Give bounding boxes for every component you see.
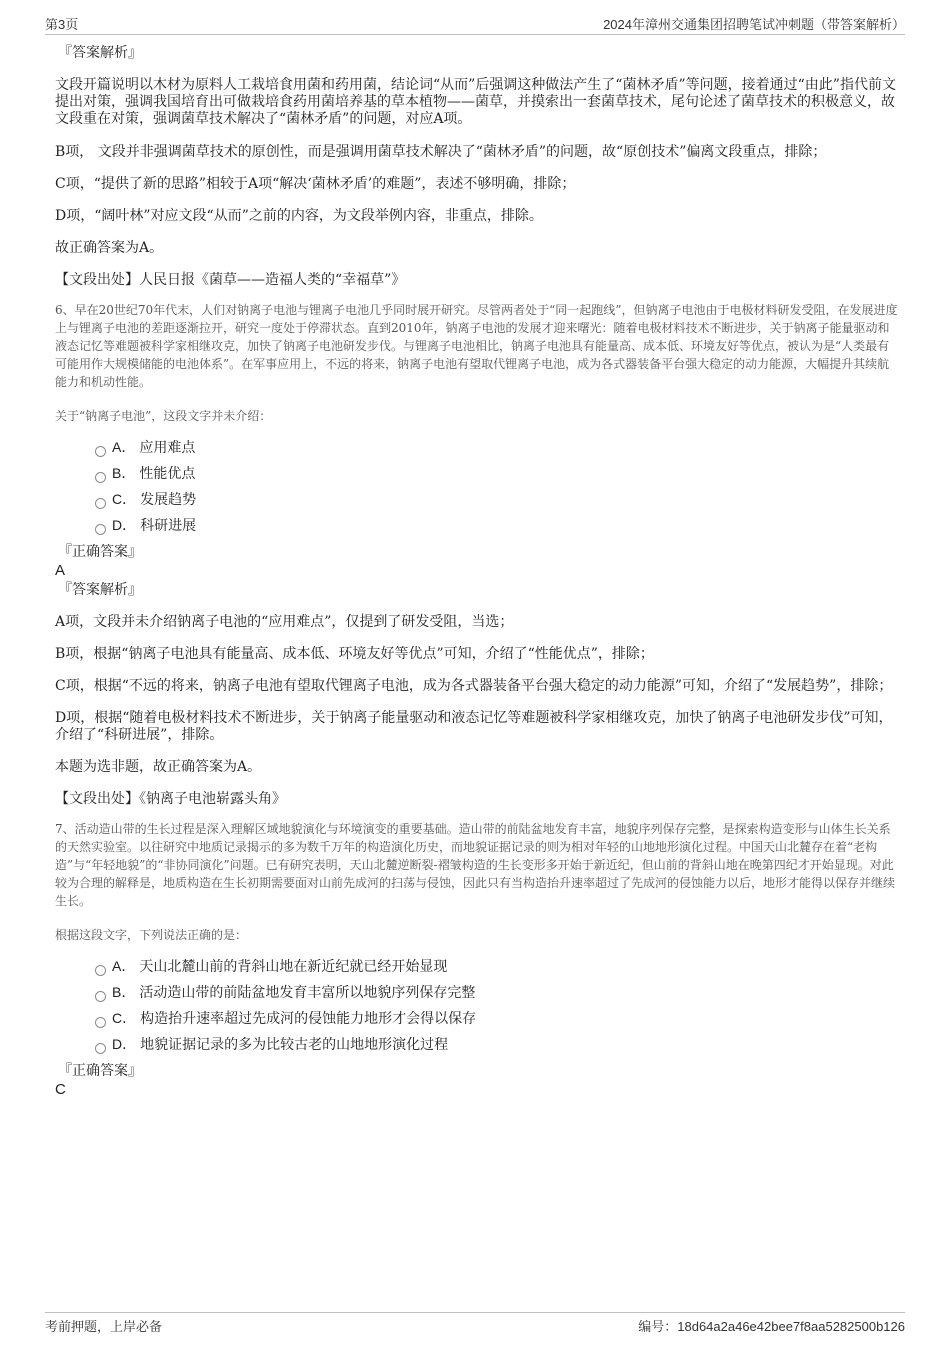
analysis-paragraph: B项， 文段并非强调菌草技术的原创性，而是强调用菌草技术解决了“菌林矛盾”的问题，故“原创技术”偏离文段重点，排除； <box>55 144 827 160</box>
option-list <box>55 434 900 538</box>
analysis-paragraph: A项，文段并未介绍钠离子电池的“应用难点”，仅提到了研发受阻，当选； <box>55 614 514 630</box>
document-code <box>638 1316 905 1335</box>
analysis-paragraph: 本题为选非题，故正确答案为A。 <box>55 759 262 775</box>
page-content <box>55 44 900 1098</box>
option-letter: B． <box>112 984 136 1000</box>
passage-source: 【文段出处】《钠离子电池崭露头角》 <box>55 791 286 807</box>
page-footer <box>45 1312 905 1337</box>
analysis-paragraph: 文段开篇说明以木材为原料人工栽培食用菌和药用菌，结论词“从而”后强调这种做法产生了“菌林矛盾”等问题，接着通过“由此”指代前文提出对策，强调我国培育出可做栽培食药用菌培养基的草本植物——菌草，并摸索出一套菌草技术，尾句论述了菌草技术的积极意义，故文段重在对策，强调菌草技术解决了“菌林矛盾”的问题，对应A项。 <box>55 77 896 127</box>
option-b[interactable] <box>95 979 900 1005</box>
option-text: 天山北麓山前的背斜山地在新近纪就已经开始显现 <box>139 959 448 975</box>
document-title: 2024年漳州交通集团招聘笔试冲刺题（带答案解析） <box>603 17 905 32</box>
option-letter: C． <box>112 491 137 507</box>
option-d[interactable] <box>95 512 900 538</box>
option-letter: C． <box>112 1010 137 1026</box>
question-prompt: 关于“钠离子电池”，这段文字并未介绍： <box>55 409 272 423</box>
option-c[interactable] <box>95 1005 900 1031</box>
option-letter: A． <box>112 958 136 974</box>
question-text: 7、活动造山带的生长过程是深入理解区域地貌演化与环境演变的重要基础。造山带的前陆盆地发育丰富，地貌序列保存完整，是探索构造变形与山体生长关系的天然实验室。以往研究中地质记录揭示的多为数千万年的构造演化历史，而地貌证据记录的则为相对年轻的山地地形演化过程。中国天山北麓存在着“老构造”与“年轻地貌”的“非协同演化”问题。已有研究表明，天山北麓逆断裂-褶皱构造的生长变形多开始于新近纪，但山前的背斜山地在晚第四纪才开始显现。对此较为合理的解释是，地质构造在生长初期需要面对山前先成河的扫荡与侵蚀，因此只有当构造抬升速率超过了先成河的侵蚀能力以后，地形才能得以保存并继续生长。 <box>55 822 896 908</box>
radio-icon[interactable] <box>95 524 106 535</box>
radio-icon[interactable] <box>95 991 106 1002</box>
option-text: 构造抬升速率超过先成河的侵蚀能力地形才会得以保存 <box>140 1011 477 1027</box>
correct-answer-label: 『正确答案』 <box>58 544 142 560</box>
option-list <box>55 953 900 1057</box>
analysis-paragraph: B项，根据“钠离子电池具有能量高、成本低、环境友好等优点”可知，介绍了“性能优点”，排除； <box>55 646 654 662</box>
option-b[interactable] <box>95 460 900 486</box>
radio-icon[interactable] <box>95 498 106 509</box>
radio-icon[interactable] <box>95 965 106 976</box>
correct-answer: A <box>55 562 66 579</box>
code-value: 18d64a2a46e42bee7f8aa5282500b126 <box>677 1319 905 1334</box>
analysis-paragraph: D项，“阔叶林”对应文段“从而”之前的内容，为文段举例内容，非重点，排除。 <box>55 208 543 224</box>
analysis-paragraph: 故正确答案为A。 <box>55 240 164 256</box>
page-header <box>45 14 905 35</box>
option-letter: D． <box>112 1036 137 1052</box>
question-prompt: 根据这段文字，下列说法正确的是： <box>55 928 248 942</box>
analysis-paragraph: D项，根据“随着电极材料技术不断进步，关于钠离子能量驱动和液态记忆等难题被科学家相继攻克，加快了钠离子电池研发步伐”可知，介绍了“科研进展”，排除。 <box>55 710 893 743</box>
option-letter: B． <box>112 465 136 481</box>
analysis-paragraph: C项，根据“不远的将来，钠离子电池有望取代锂离子电池，成为各式器装备平台强大稳定的动力能源”可知，介绍了“发展趋势”，排除； <box>55 678 893 694</box>
question-text: 6、早在20世纪70年代末，人们对钠离子电池与锂离子电池几乎同时展开研究。尽管两者处于“同一起跑线”，但钠离子电池由于电极材料研发受阻，在发展进度上与锂离子电池的差距逐渐拉开，研究一度处于停滞状态。直到2010年，钠离子电池的发展才迎来曙光：随着电极材料技术不断进步，关于钠离子能量驱动和液态记忆等难题被科学家相继攻克，加快了钠离子电池研发步伐。与锂离子电池相比，钠离子电池具有能量高、成本低、环境友好等优点，被认为是“人类最有可能用作大规模储能的电池体系”。在军事应用上，不远的将来，钠离子电池有望取代锂离子电池，成为各式器装备平台强大稳定的动力能源，大幅提升其续航能力和机动性能。 <box>55 303 898 389</box>
option-d[interactable] <box>95 1031 900 1057</box>
radio-icon[interactable] <box>95 472 106 483</box>
option-text: 地貌证据记录的多为比较古老的山地地形演化过程 <box>140 1037 449 1053</box>
passage-source: 【文段出处】人民日报《菌草——造福人类的“幸福草”》 <box>55 272 406 288</box>
correct-answer: C <box>55 1081 66 1098</box>
code-label: 编号： <box>638 1319 678 1334</box>
correct-answer-label: 『正确答案』 <box>58 1063 142 1079</box>
option-a[interactable] <box>95 953 900 979</box>
footer-note: 考前押题，上岸必备 <box>45 1319 163 1334</box>
analysis-label: 『答案解析』 <box>58 582 142 598</box>
option-letter: A． <box>112 439 136 455</box>
analysis-label: 『答案解析』 <box>58 45 142 61</box>
radio-icon[interactable] <box>95 1043 106 1054</box>
option-text: 活动造山带的前陆盆地发育丰富所以地貌序列保存完整 <box>139 985 476 1001</box>
option-text: 科研进展 <box>140 518 197 534</box>
analysis-paragraph: C项，“提供了新的思路”相较于A项“解决‘菌林矛盾’的难题”，表述不够明确，排除； <box>55 176 576 192</box>
radio-icon[interactable] <box>95 446 106 457</box>
page-number: 第3页 <box>45 17 79 32</box>
option-a[interactable] <box>95 434 900 460</box>
radio-icon[interactable] <box>95 1017 106 1028</box>
option-text: 发展趋势 <box>140 492 197 508</box>
option-letter: D． <box>112 517 137 533</box>
option-c[interactable] <box>95 486 900 512</box>
option-text: 应用难点 <box>139 440 196 456</box>
option-text: 性能优点 <box>139 466 196 482</box>
